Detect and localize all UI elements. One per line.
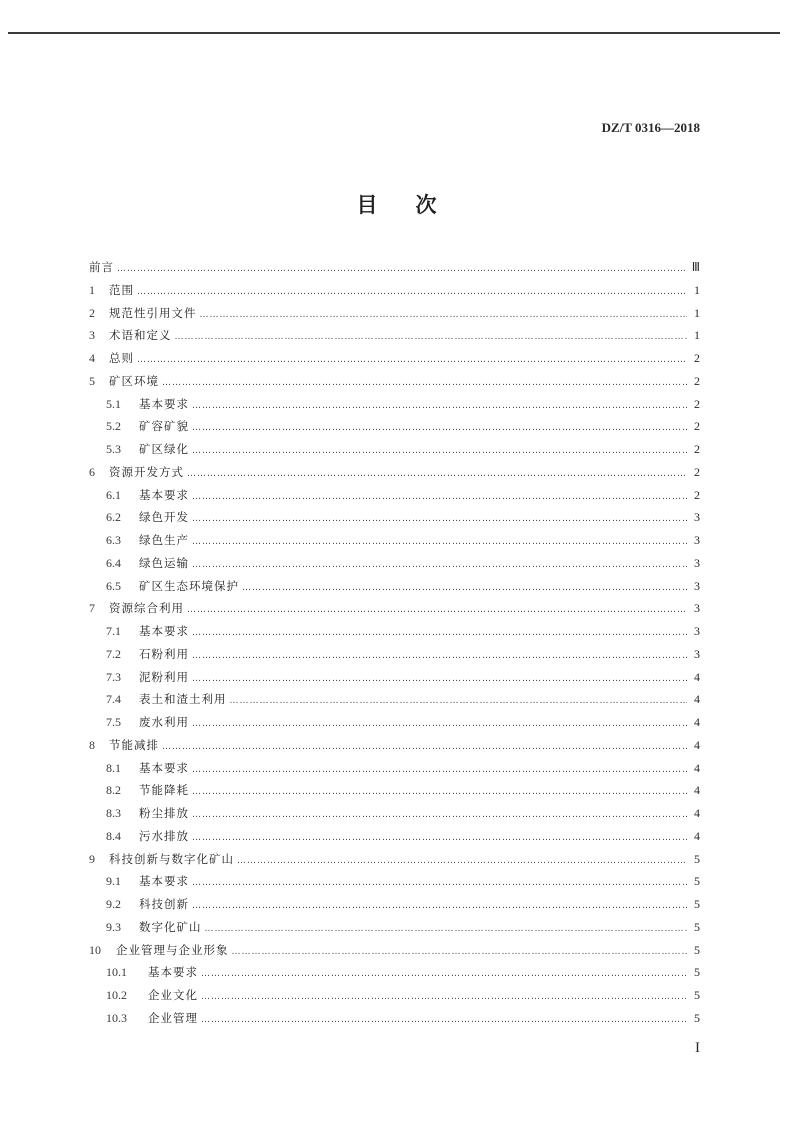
toc-entry[interactable] — [89, 438, 700, 461]
toc-entry-page: 4 — [694, 692, 700, 707]
toc-entry[interactable] — [89, 779, 700, 802]
toc-entry-title: 基本要求 — [139, 624, 189, 638]
toc-entry-page: 1 — [694, 305, 700, 320]
toc-dot-leader — [205, 918, 688, 941]
toc-entry-number: 2 — [89, 305, 95, 320]
toc-entry[interactable] — [89, 916, 700, 939]
toc-entry[interactable] — [89, 848, 700, 871]
toc-entry-number: 5.3 — [106, 442, 121, 456]
toc-entry[interactable] — [89, 734, 700, 757]
toc-entry-title: 矿容矿貌 — [139, 419, 189, 434]
toc-entry-number: 5 — [89, 373, 95, 388]
toc-entry-title: 节能减排 — [109, 737, 159, 752]
toc-entry[interactable] — [89, 870, 700, 893]
toc-entry-number: 8.3 — [106, 806, 121, 820]
toc-dot-leader — [192, 417, 687, 440]
toc-entry[interactable] — [89, 529, 700, 552]
toc-entry[interactable] — [89, 1007, 700, 1030]
toc-entry-page: 3 — [694, 578, 700, 593]
toc-entry-number: 9.2 — [106, 897, 121, 911]
toc-dot-leader — [187, 599, 687, 622]
toc-entry-page: 4 — [694, 760, 700, 775]
toc-dot-leader — [192, 713, 687, 736]
toc-dot-leader — [117, 258, 687, 281]
toc-entry[interactable] — [89, 666, 700, 689]
toc-entry-page: 5 — [694, 919, 700, 934]
toc-entry-page: 2 — [694, 351, 700, 365]
toc-dot-leader — [201, 963, 687, 986]
toc-entry-page: 3 — [694, 510, 700, 525]
toc-entry-number: 6.4 — [106, 555, 121, 570]
toc-dot-leader — [201, 986, 687, 1009]
toc-dot-leader — [192, 827, 687, 850]
toc-entry[interactable] — [89, 279, 700, 302]
toc-entry-title: 表土和渣土利用 — [139, 692, 227, 707]
toc-entry[interactable] — [89, 506, 700, 529]
toc-entry-number: 8.2 — [106, 783, 121, 798]
toc-entry-page: 1 — [694, 328, 700, 343]
toc-entry-number: 5.1 — [106, 396, 121, 411]
toc-entry-page: 4 — [694, 783, 700, 798]
toc-dot-leader — [230, 690, 688, 713]
toc-entry-number: 6 — [89, 464, 95, 479]
toc-entry[interactable] — [89, 893, 700, 916]
toc-entry-title: 粉尘排放 — [139, 806, 189, 820]
toc-dot-leader — [162, 736, 687, 759]
toc-entry-title: 绿色生产 — [139, 533, 189, 547]
toc-entry[interactable] — [89, 597, 700, 620]
toc-entry-number: 10.1 — [106, 965, 127, 980]
toc-entry-page: 2 — [694, 487, 700, 502]
toc-entry-page: 5 — [694, 874, 700, 889]
toc-entry-number: 6.5 — [106, 578, 121, 593]
toc-entry[interactable] — [89, 643, 700, 666]
toc-entry[interactable] — [89, 484, 700, 507]
toc-entry-number: 6.2 — [106, 510, 121, 525]
toc-dot-leader — [137, 281, 687, 304]
toc-entry-title: 基本要求 — [139, 487, 189, 502]
toc-entry[interactable] — [89, 939, 700, 962]
toc-entry-number: 6.3 — [106, 533, 121, 547]
toc-entry-number: 7.1 — [106, 624, 121, 638]
toc-entry[interactable] — [89, 620, 700, 643]
toc-entry-number: 10.2 — [106, 988, 127, 1002]
toc-entry-title: 范围 — [109, 282, 134, 297]
toc-entry-title: 基本要求 — [148, 965, 198, 980]
toc-entry-number: 10 — [89, 942, 101, 957]
toc-dot-leader — [192, 440, 687, 463]
toc-entry-page: 5 — [694, 1010, 700, 1025]
toc-entry-page: 4 — [694, 715, 700, 729]
toc-entry-page: 5 — [694, 988, 700, 1002]
toc-entry-number: 7.3 — [106, 669, 121, 684]
toc-entry-number: 6.1 — [106, 487, 121, 502]
toc-entry[interactable] — [89, 347, 700, 370]
toc-dot-leader — [137, 349, 687, 372]
toc-entry-title: 数字化矿山 — [139, 919, 202, 934]
table-of-contents — [89, 256, 700, 1030]
toc-entry[interactable] — [89, 757, 700, 780]
toc-entry[interactable] — [89, 802, 700, 825]
toc-dot-leader — [192, 759, 687, 782]
toc-dot-leader — [232, 941, 688, 964]
toc-entry-page: 2 — [694, 396, 700, 411]
toc-entry-title: 企业管理 — [148, 1010, 198, 1025]
toc-entry[interactable] — [89, 393, 700, 416]
toc-entry-page: 4 — [694, 828, 700, 843]
toc-entry-title: 科技创新 — [139, 897, 189, 911]
toc-entry-title: 污水排放 — [139, 828, 189, 843]
standard-number: DZ/T 0316—2018 — [601, 120, 700, 135]
toc-entry-number: 5.2 — [106, 419, 121, 434]
toc-entry-page: 2 — [694, 442, 700, 456]
toc-entry-page: 4 — [694, 669, 700, 684]
toc-entry-title: 绿色开发 — [139, 510, 189, 525]
toc-entry-page: 5 — [694, 851, 700, 866]
toc-entry-title: 基本要求 — [139, 760, 189, 775]
toc-dot-leader — [192, 486, 687, 509]
toc-dot-leader — [187, 463, 687, 486]
toc-entry-page: 5 — [694, 942, 700, 957]
toc-entry[interactable] — [89, 688, 700, 711]
toc-entry-number: 10.3 — [106, 1010, 127, 1025]
toc-entry-page: 3 — [694, 601, 700, 616]
toc-entry-title: 科技创新与数字化矿山 — [109, 851, 234, 866]
toc-entry-title: 资源开发方式 — [109, 464, 184, 479]
toc-entry-title: 基本要求 — [139, 396, 189, 411]
toc-entry[interactable] — [89, 324, 700, 347]
toc-entry-number: 7.5 — [106, 715, 121, 729]
toc-entry-number: 3 — [89, 328, 95, 343]
toc-entry-number: 4 — [89, 351, 95, 365]
toc-entry-number: 8.1 — [106, 760, 121, 775]
toc-entry-title: 矿区绿化 — [139, 442, 189, 456]
toc-dot-leader — [175, 326, 688, 349]
toc-dot-leader — [192, 645, 687, 668]
toc-entry-title: 规范性引用文件 — [109, 305, 197, 320]
page-number: I — [695, 1040, 700, 1056]
toc-entry-title: 前言 — [89, 260, 114, 274]
toc-title: 目次 — [356, 193, 475, 217]
toc-dot-leader — [192, 668, 687, 691]
toc-entry[interactable] — [89, 415, 700, 438]
toc-entry-page: 3 — [694, 646, 700, 661]
toc-entry[interactable] — [89, 256, 700, 279]
toc-entry-number: 8.4 — [106, 828, 121, 843]
header-rule — [8, 32, 780, 34]
toc-entry-number: 9.3 — [106, 919, 121, 934]
toc-entry-page: 3 — [694, 533, 700, 547]
toc-entry-page: 5 — [694, 897, 700, 911]
toc-entry-page: 3 — [694, 555, 700, 570]
toc-entry-page: 3 — [694, 624, 700, 638]
toc-entry-title: 节能降耗 — [139, 783, 189, 798]
toc-entry-title: 资源综合利用 — [109, 601, 184, 616]
toc-entry[interactable] — [89, 575, 700, 598]
toc-entry-page: 5 — [694, 965, 700, 980]
toc-entry-number: 8 — [89, 737, 95, 752]
toc-entry-title: 企业文化 — [148, 988, 198, 1002]
toc-entry[interactable] — [89, 961, 700, 984]
toc-dot-leader — [192, 804, 687, 827]
toc-entry-page: 2 — [694, 419, 700, 434]
toc-dot-leader — [192, 622, 687, 645]
toc-entry-title: 总则 — [109, 351, 134, 365]
toc-entry-page: 4 — [694, 806, 700, 820]
toc-entry-page: 4 — [694, 737, 700, 752]
toc-entry-page: 1 — [694, 282, 700, 297]
toc-entry-number: 1 — [89, 282, 95, 297]
toc-entry[interactable] — [89, 461, 700, 484]
toc-entry[interactable] — [89, 302, 700, 325]
toc-entry-title: 石粉利用 — [139, 646, 189, 661]
toc-dot-leader — [242, 577, 687, 600]
toc-entry[interactable] — [89, 552, 700, 575]
toc-entry-number: 9.1 — [106, 874, 121, 889]
toc-entry[interactable] — [89, 370, 700, 393]
toc-entry-title: 绿色运输 — [139, 555, 189, 570]
toc-dot-leader — [200, 304, 688, 327]
toc-entry[interactable] — [89, 825, 700, 848]
toc-entry-title: 废水利用 — [139, 715, 189, 729]
toc-dot-leader — [192, 531, 687, 554]
toc-entry-title: 矿区生态环境保护 — [139, 578, 239, 593]
toc-entry[interactable] — [89, 711, 700, 734]
toc-entry-title: 企业管理与企业形象 — [116, 942, 229, 957]
toc-entry-title: 泥粉利用 — [139, 669, 189, 684]
toc-entry-page: 2 — [694, 464, 700, 479]
toc-entry-number: 9 — [89, 851, 95, 866]
toc-entry-number: 7.2 — [106, 646, 121, 661]
toc-dot-leader — [192, 872, 687, 895]
toc-entry-title: 术语和定义 — [109, 328, 172, 343]
toc-entry-page: Ⅲ — [691, 260, 700, 274]
toc-entry-number: 7.4 — [106, 692, 121, 707]
toc-dot-leader — [192, 554, 687, 577]
toc-dot-leader — [162, 372, 687, 395]
toc-dot-leader — [237, 850, 687, 873]
toc-dot-leader — [192, 395, 687, 418]
toc-dot-leader — [192, 895, 687, 918]
toc-entry-title: 基本要求 — [139, 874, 189, 889]
toc-dot-leader — [201, 1009, 687, 1032]
toc-entry[interactable] — [89, 984, 700, 1007]
toc-entry-page: 2 — [694, 373, 700, 388]
toc-entry-title: 矿区环境 — [109, 373, 159, 388]
toc-dot-leader — [192, 508, 687, 531]
toc-entry-number: 7 — [89, 601, 95, 616]
toc-dot-leader — [192, 781, 687, 804]
